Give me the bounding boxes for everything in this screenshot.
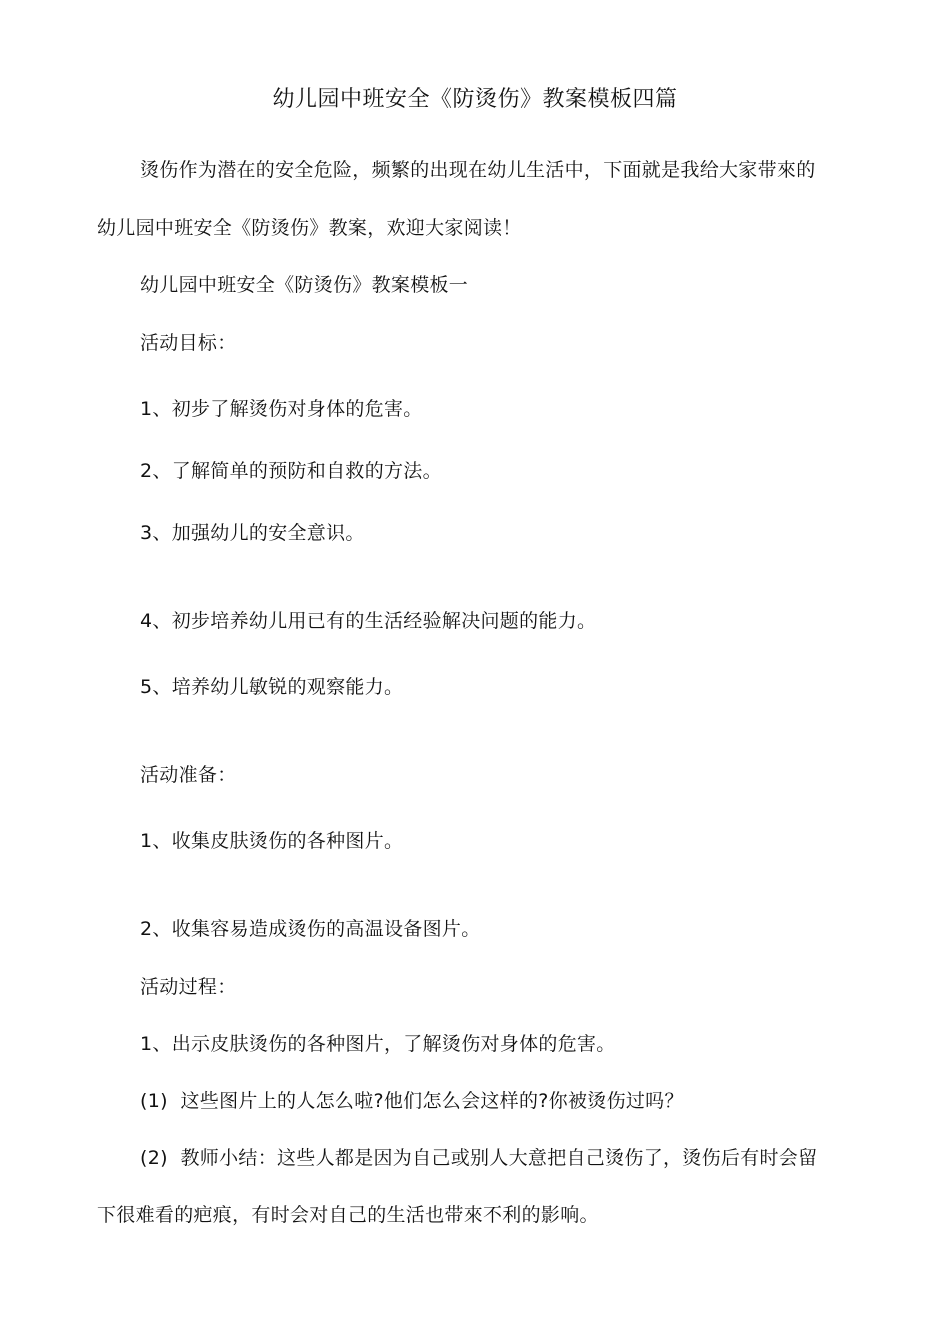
process-summary-line-1: (2) 教师小结：这些人都是因为自己或别人大意把自己烫伤了，烫伤后有时会留 xyxy=(140,1147,818,1169)
section-title: 幼儿园中班安全《防烫伤》教案模板一 xyxy=(140,274,469,296)
goal-item: 1、初步了解烫伤对身体的危害。 xyxy=(140,398,423,420)
goal-item: 5、培养幼儿敏锐的观察能力。 xyxy=(140,676,404,698)
goal-item: 2、了解简单的预防和自救的方法。 xyxy=(140,460,442,482)
goal-item: 4、初步培养幼儿用已有的生活经验解决问题的能力。 xyxy=(140,610,597,632)
process-step: 1、出示皮肤烫伤的各种图片，了解烫伤对身体的危害。 xyxy=(140,1033,616,1055)
prep-heading: 活动准备： xyxy=(140,764,237,786)
goals-heading: 活动目标： xyxy=(140,332,237,354)
process-heading: 活动过程： xyxy=(140,976,237,998)
process-question: (1) 这些图片上的人怎么啦?他们怎么会这样的?你被烫伤过吗？ xyxy=(140,1090,684,1112)
prep-item: 1、收集皮肤烫伤的各种图片。 xyxy=(140,830,404,852)
process-summary-line-2: 下很难看的疤痕，有时会对自己的生活也带來不利的影响。 xyxy=(97,1204,599,1226)
document-title: 幼儿园中班安全《防烫伤》教案模板四篇 xyxy=(272,87,678,112)
intro-paragraph-line-2: 幼儿园中班安全《防烫伤》教案，欢迎大家阅读！ xyxy=(97,217,522,239)
goal-item: 3、加强幼儿的安全意识。 xyxy=(140,522,365,544)
intro-paragraph-line-1: 烫伤作为潜在的安全危险，频繁的出现在幼儿生活中，下面就是我给大家带來的 xyxy=(140,159,816,181)
prep-item: 2、收集容易造成烫伤的高温设备图片。 xyxy=(140,918,481,940)
